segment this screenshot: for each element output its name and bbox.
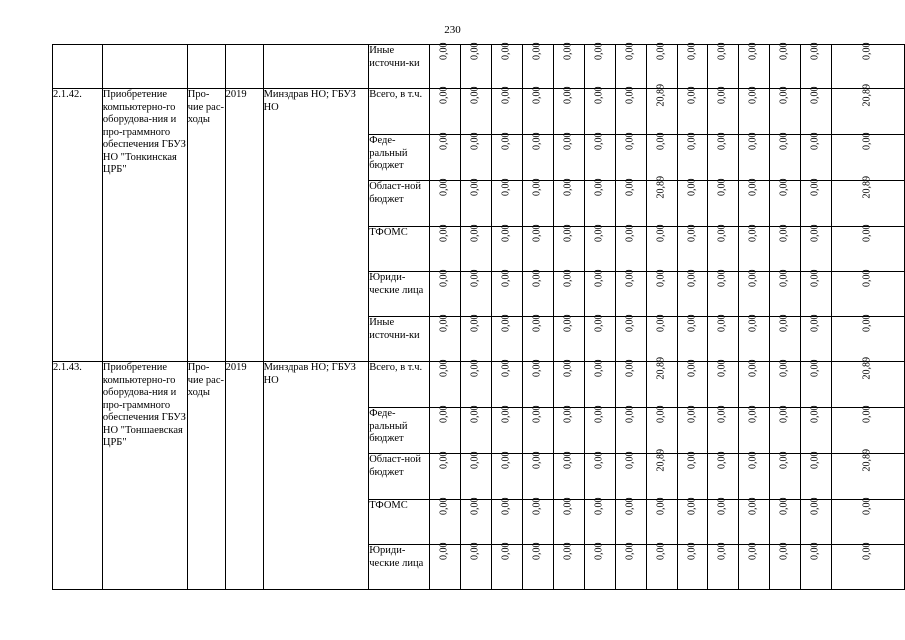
- amount-value: 0,00: [469, 497, 481, 516]
- amount-value: 0,00: [809, 359, 821, 378]
- amount-value: 0,00: [748, 86, 760, 105]
- amount-value: 0,00: [748, 314, 760, 333]
- amount-cell: [739, 542, 770, 590]
- blank-cell: [225, 45, 263, 89]
- amount-value: 0,00: [717, 269, 729, 288]
- amount-value: 0,00: [717, 542, 729, 561]
- amount-value: 0,00: [469, 451, 481, 470]
- funding-source: Област-ной бюджет: [369, 181, 430, 227]
- amount-value: 0,00: [778, 132, 790, 151]
- amount-value: 0,00: [809, 224, 821, 243]
- amount-value: 0,00: [531, 178, 543, 197]
- funding-source: ТФОМС: [369, 500, 430, 545]
- amount-value: 0,00: [655, 542, 667, 561]
- amount-value: 0,00: [531, 359, 543, 378]
- amount-value: 0,00: [717, 42, 729, 61]
- item-year: 2019: [225, 89, 263, 362]
- amount-value: 0,00: [686, 132, 698, 151]
- amount-value: 0,00: [469, 178, 481, 197]
- amount-value: 0,00: [809, 497, 821, 516]
- amount-value: 0,00: [562, 497, 574, 516]
- amount-value: 0,00: [500, 542, 512, 561]
- amount-value: 0,00: [593, 497, 605, 516]
- amount-value: 0,00: [500, 405, 512, 424]
- amount-cell: [461, 542, 492, 590]
- amount-value: 0,00: [717, 224, 729, 243]
- amount-value: 0,00: [655, 42, 667, 61]
- amount-value: 0,00: [809, 451, 821, 470]
- amount-value: 0,00: [748, 132, 760, 151]
- amount-value: 0,00: [717, 405, 729, 424]
- amount-value: 0,00: [655, 224, 667, 243]
- amount-value: 0,00: [624, 314, 636, 333]
- amount-value: 0,00: [748, 224, 760, 243]
- amount-value: 0,00: [809, 42, 821, 61]
- amount-value: 0,00: [809, 405, 821, 424]
- amount-value: 0,00: [562, 269, 574, 288]
- amount-value: 0,00: [686, 542, 698, 561]
- amount-value: 0,00: [531, 497, 543, 516]
- amount-value: 0,00: [624, 405, 636, 424]
- amount-value: 0,00: [809, 86, 821, 105]
- amount-value: 0,00: [593, 269, 605, 288]
- amount-value: 0,00: [531, 86, 543, 105]
- amount-value: 0,00: [778, 314, 790, 333]
- expense-type: Про-чие рас-ходы: [187, 362, 225, 590]
- amount-value: 0,00: [531, 542, 543, 561]
- amount-value: 0,00: [748, 405, 760, 424]
- amount-value: 0,00: [748, 42, 760, 61]
- amount-value: 0,00: [778, 224, 790, 243]
- amount-value: 0,00: [717, 86, 729, 105]
- expense-type: Про-чие рас-ходы: [187, 89, 225, 362]
- amount-value: 0,00: [717, 451, 729, 470]
- blank-cell: [53, 45, 103, 89]
- budget-table: [52, 44, 905, 590]
- amount-value: 20,89: [861, 449, 873, 472]
- amount-value: 0,00: [500, 86, 512, 105]
- amount-value: 0,00: [438, 132, 450, 151]
- amount-value: 0,00: [686, 42, 698, 61]
- amount-value: 0,00: [717, 132, 729, 151]
- amount-value: 0,00: [861, 42, 873, 61]
- funding-source: Иные источни-ки: [369, 45, 430, 89]
- blank-cell: [102, 45, 187, 89]
- amount-value: 0,00: [469, 42, 481, 61]
- amount-cell: [615, 542, 646, 590]
- amount-value: 0,00: [778, 42, 790, 61]
- amount-value: 0,00: [593, 542, 605, 561]
- funding-source: Феде-ральный бюджет: [369, 135, 430, 181]
- amount-value: 0,00: [624, 269, 636, 288]
- amount-value: 0,00: [438, 178, 450, 197]
- amount-value: 0,00: [438, 497, 450, 516]
- amount-cell: [430, 542, 461, 590]
- amount-value: 0,00: [624, 451, 636, 470]
- amount-value: 0,00: [469, 359, 481, 378]
- item-code: 2.1.42.: [53, 89, 103, 362]
- amount-value: 0,00: [686, 451, 698, 470]
- blank-cell: [187, 45, 225, 89]
- amount-value: 0,00: [531, 224, 543, 243]
- amount-value: 0,00: [562, 178, 574, 197]
- amount-value: 0,00: [531, 269, 543, 288]
- amount-value: 0,00: [686, 497, 698, 516]
- amount-value: 20,89: [861, 84, 873, 107]
- amount-value: 0,00: [438, 224, 450, 243]
- amount-value: 0,00: [593, 359, 605, 378]
- amount-value: 0,00: [861, 405, 873, 424]
- amount-value: 0,00: [624, 542, 636, 561]
- amount-value: 0,00: [748, 497, 760, 516]
- amount-value: 0,00: [686, 359, 698, 378]
- amount-value: 0,00: [562, 314, 574, 333]
- amount-value: 0,00: [531, 405, 543, 424]
- funding-source: Юриди-ческие лица: [369, 272, 430, 317]
- funding-source: Юриди-ческие лица: [369, 545, 430, 590]
- amount-cell: [801, 542, 832, 590]
- amount-value: 0,00: [562, 405, 574, 424]
- amount-cell: [832, 542, 905, 590]
- amount-value: 0,00: [624, 224, 636, 243]
- amount-value: 0,00: [500, 314, 512, 333]
- amount-value: 0,00: [562, 132, 574, 151]
- item-name: Приобретение компьютерно-го оборудова-ния и про-граммного обеспечения ГБУЗ НО "Тонкинская ЦРБ": [102, 89, 187, 362]
- funding-source: Всего, в т.ч.: [369, 362, 430, 408]
- amount-value: 0,00: [500, 224, 512, 243]
- funding-source: Иные источни-ки: [369, 317, 430, 362]
- amount-value: 0,00: [469, 86, 481, 105]
- amount-value: 0,00: [778, 86, 790, 105]
- amount-value: 0,00: [531, 314, 543, 333]
- amount-value: 0,00: [809, 542, 821, 561]
- amount-value: 0,00: [717, 178, 729, 197]
- amount-value: 20,89: [655, 176, 667, 199]
- amount-value: 0,00: [809, 269, 821, 288]
- amount-cell: [646, 542, 677, 590]
- amount-value: 0,00: [778, 178, 790, 197]
- amount-value: 0,00: [562, 224, 574, 243]
- amount-value: 0,00: [655, 405, 667, 424]
- amount-value: 0,00: [686, 314, 698, 333]
- amount-value: 0,00: [809, 178, 821, 197]
- amount-value: 0,00: [531, 132, 543, 151]
- amount-value: 0,00: [500, 359, 512, 378]
- funding-source: Област-ной бюджет: [369, 454, 430, 500]
- amount-value: 0,00: [562, 451, 574, 470]
- amount-value: 0,00: [778, 451, 790, 470]
- amount-value: 0,00: [861, 542, 873, 561]
- amount-value: 0,00: [593, 42, 605, 61]
- amount-cell: [522, 542, 553, 590]
- item-name: Приобретение компьютерно-го оборудова-ния и про-граммного обеспечения ГБУЗ НО "Тоншаевская ЦРБ": [102, 362, 187, 590]
- amount-value: 0,00: [861, 314, 873, 333]
- amount-value: 0,00: [593, 451, 605, 470]
- amount-value: 0,00: [655, 269, 667, 288]
- amount-value: 0,00: [778, 359, 790, 378]
- amount-value: 0,00: [748, 269, 760, 288]
- amount-value: 0,00: [500, 132, 512, 151]
- item-code: 2.1.43.: [53, 362, 103, 590]
- item-executor: Минздрав НО; ГБУЗ НО: [263, 89, 369, 362]
- amount-value: 0,00: [861, 224, 873, 243]
- amount-value: 0,00: [624, 497, 636, 516]
- amount-value: 0,00: [686, 269, 698, 288]
- amount-value: 0,00: [438, 359, 450, 378]
- amount-value: 0,00: [500, 269, 512, 288]
- amount-value: 0,00: [438, 542, 450, 561]
- amount-value: 0,00: [748, 451, 760, 470]
- amount-value: 0,00: [500, 178, 512, 197]
- amount-value: 0,00: [469, 314, 481, 333]
- amount-value: 0,00: [500, 451, 512, 470]
- amount-value: 0,00: [438, 42, 450, 61]
- amount-value: 0,00: [593, 224, 605, 243]
- amount-value: 20,89: [655, 449, 667, 472]
- amount-value: 0,00: [624, 359, 636, 378]
- item-executor: Минздрав НО; ГБУЗ НО: [263, 362, 369, 590]
- amount-value: 0,00: [748, 359, 760, 378]
- amount-cell: [553, 542, 584, 590]
- amount-value: 0,00: [717, 359, 729, 378]
- amount-value: 0,00: [748, 542, 760, 561]
- amount-value: 20,89: [861, 357, 873, 380]
- amount-value: 0,00: [809, 314, 821, 333]
- amount-value: 0,00: [624, 86, 636, 105]
- funding-source: ТФОМС: [369, 227, 430, 272]
- funding-source: Феде-ральный бюджет: [369, 408, 430, 454]
- amount-value: 0,00: [655, 132, 667, 151]
- amount-value: 0,00: [562, 359, 574, 378]
- amount-value: 0,00: [778, 269, 790, 288]
- amount-cell: [770, 542, 801, 590]
- amount-value: 20,89: [861, 176, 873, 199]
- amount-value: 0,00: [717, 497, 729, 516]
- amount-value: 0,00: [593, 178, 605, 197]
- amount-value: 0,00: [655, 314, 667, 333]
- amount-value: 0,00: [500, 497, 512, 516]
- amount-value: 0,00: [438, 269, 450, 288]
- amount-value: 0,00: [809, 132, 821, 151]
- amount-cell: [491, 542, 522, 590]
- amount-value: 0,00: [624, 178, 636, 197]
- blank-cell: [263, 45, 369, 89]
- amount-value: 0,00: [469, 269, 481, 288]
- amount-value: 0,00: [624, 132, 636, 151]
- amount-value: 0,00: [778, 542, 790, 561]
- item-year: 2019: [225, 362, 263, 590]
- amount-value: 0,00: [531, 42, 543, 61]
- amount-value: 20,89: [655, 84, 667, 107]
- amount-value: 0,00: [562, 86, 574, 105]
- amount-value: 0,00: [655, 497, 667, 516]
- amount-cell: [584, 542, 615, 590]
- amount-value: 0,00: [593, 314, 605, 333]
- amount-value: 0,00: [438, 314, 450, 333]
- amount-value: 0,00: [593, 405, 605, 424]
- amount-value: 0,00: [778, 405, 790, 424]
- amount-value: 0,00: [686, 224, 698, 243]
- funding-source: Всего, в т.ч.: [369, 89, 430, 135]
- amount-value: 0,00: [748, 178, 760, 197]
- amount-value: 0,00: [500, 42, 512, 61]
- amount-value: 0,00: [531, 451, 543, 470]
- amount-value: 0,00: [438, 86, 450, 105]
- amount-value: 0,00: [686, 178, 698, 197]
- amount-value: 0,00: [686, 405, 698, 424]
- amount-value: 0,00: [686, 86, 698, 105]
- amount-value: 0,00: [438, 451, 450, 470]
- amount-value: 0,00: [593, 86, 605, 105]
- amount-value: 0,00: [717, 314, 729, 333]
- amount-value: 0,00: [562, 42, 574, 61]
- amount-value: 20,89: [655, 357, 667, 380]
- amount-value: 0,00: [861, 269, 873, 288]
- amount-cell: [677, 542, 708, 590]
- amount-value: 0,00: [469, 132, 481, 151]
- page-number: 230: [444, 24, 461, 36]
- amount-value: 0,00: [624, 42, 636, 61]
- amount-value: 0,00: [438, 405, 450, 424]
- amount-value: 0,00: [469, 405, 481, 424]
- amount-value: 0,00: [861, 497, 873, 516]
- amount-value: 0,00: [469, 542, 481, 561]
- amount-value: 0,00: [593, 132, 605, 151]
- amount-cell: [708, 542, 739, 590]
- amount-value: 0,00: [778, 497, 790, 516]
- amount-value: 0,00: [861, 132, 873, 151]
- amount-value: 0,00: [562, 542, 574, 561]
- amount-value: 0,00: [469, 224, 481, 243]
